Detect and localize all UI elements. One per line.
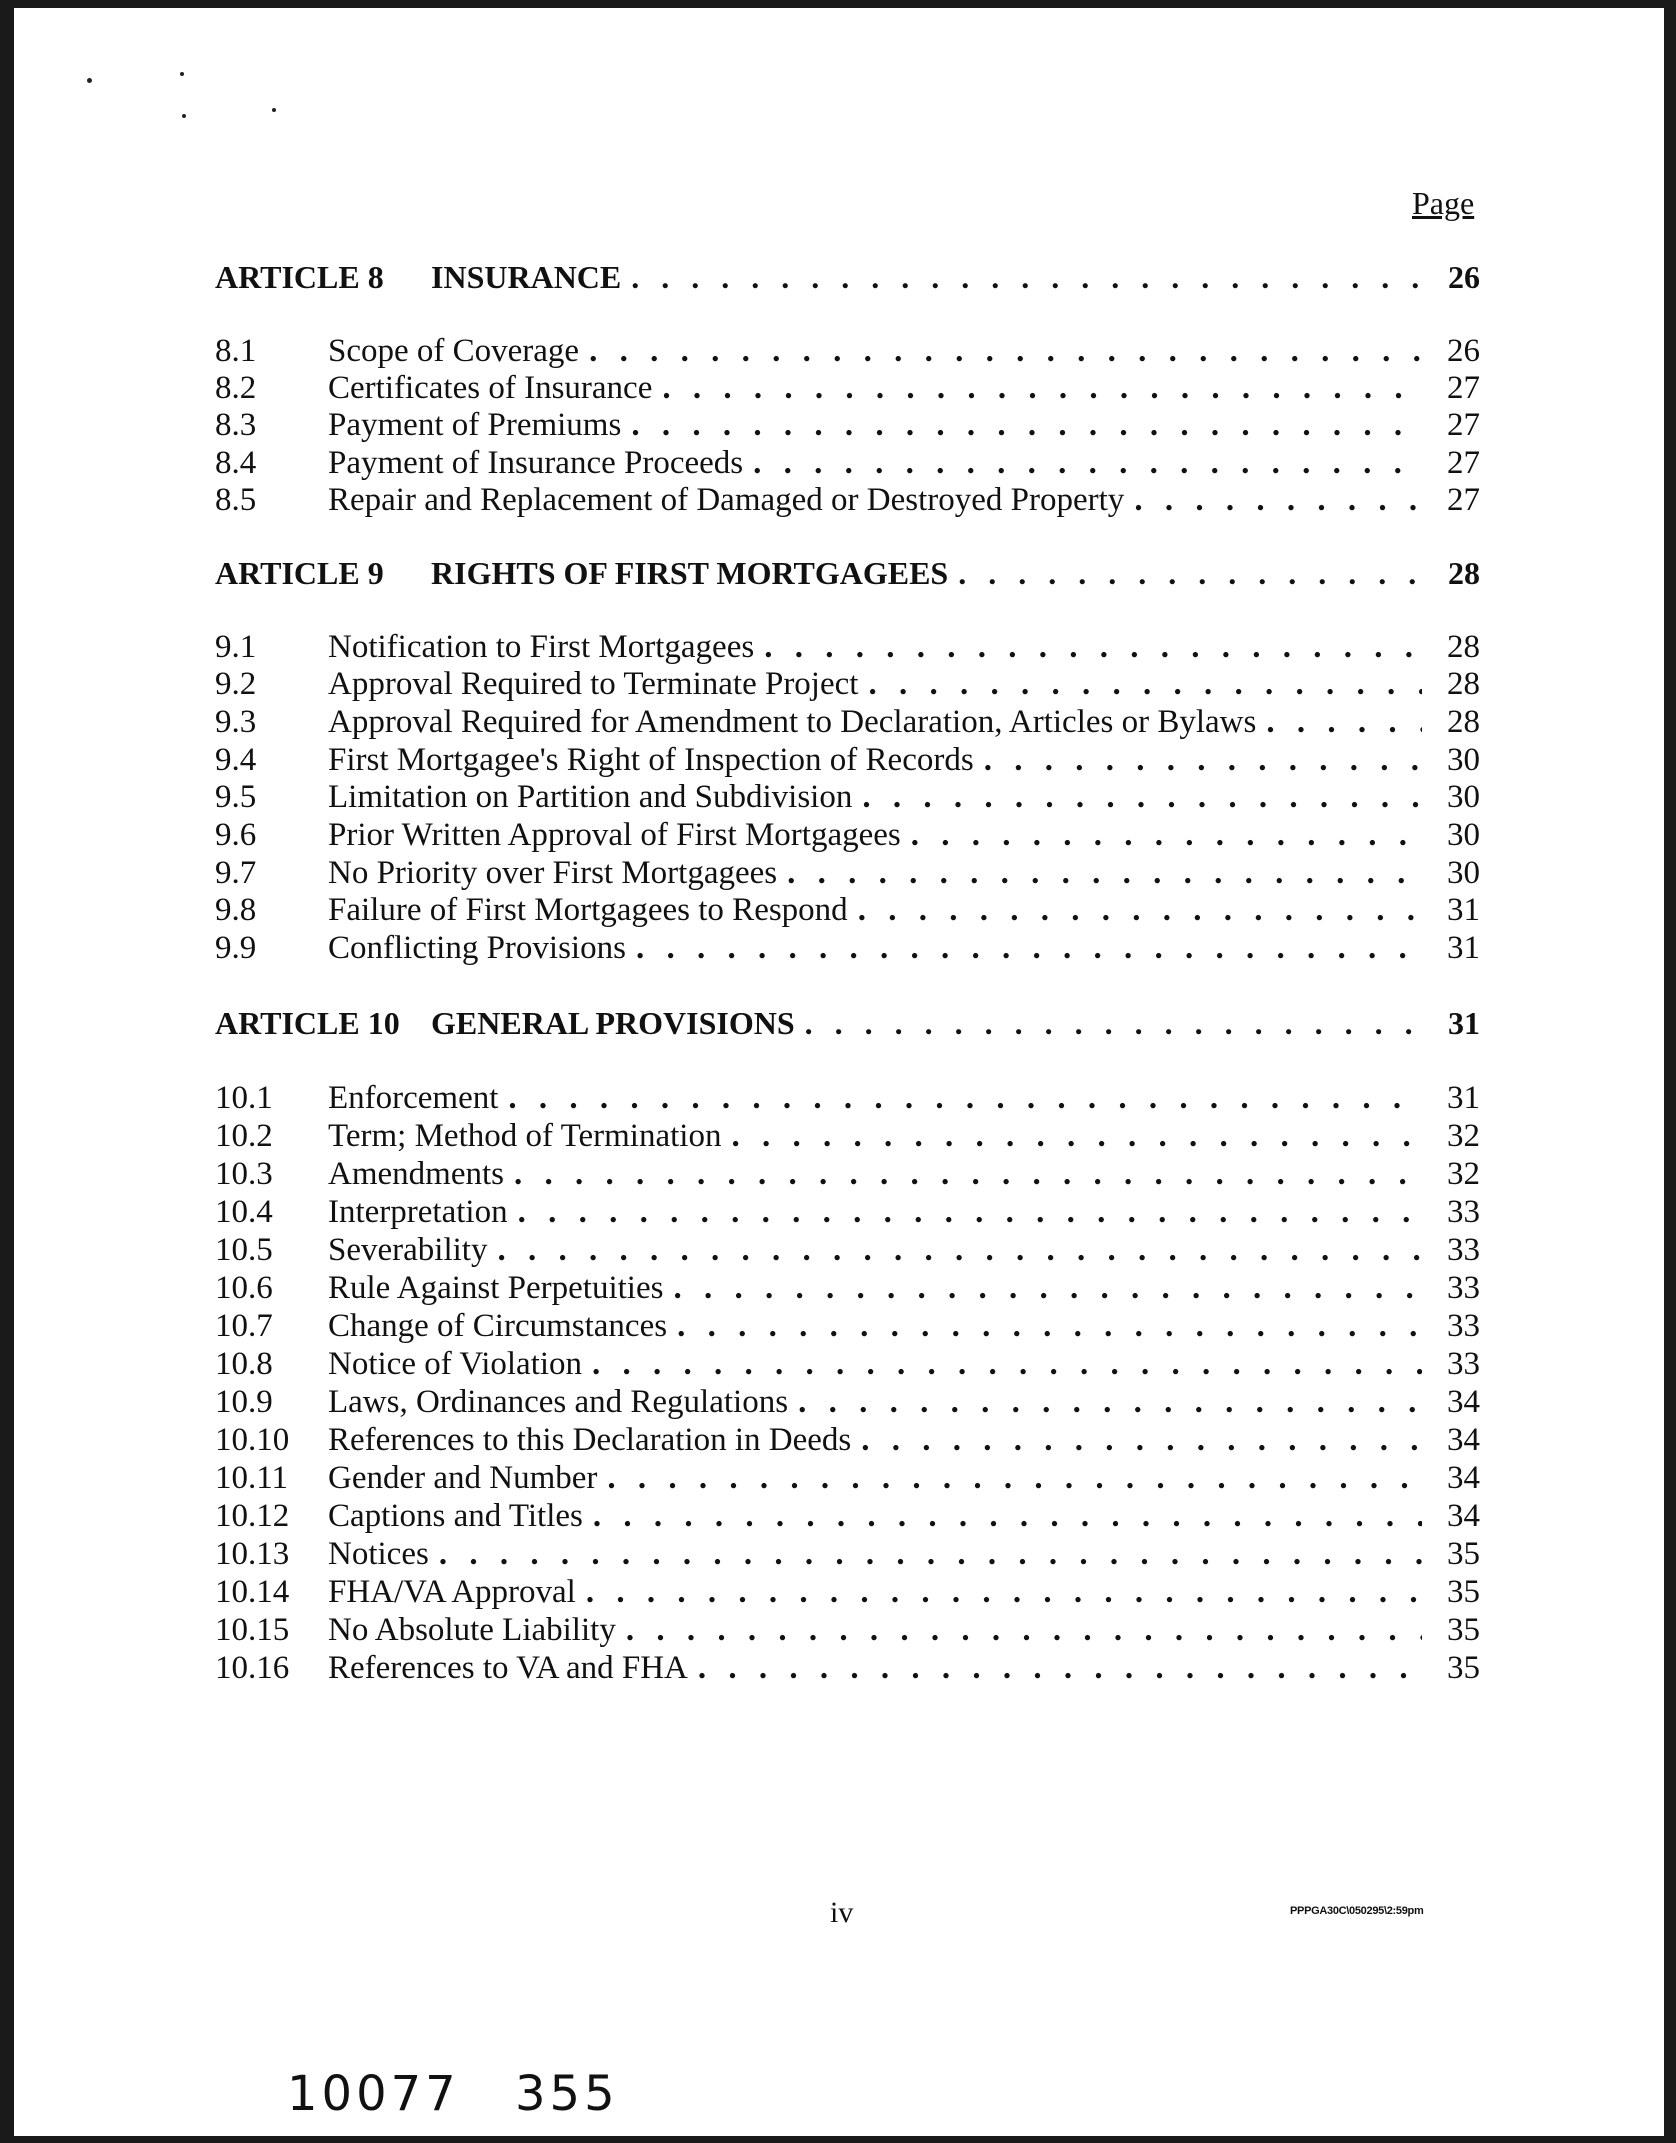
page-number: 30 — [1447, 742, 1480, 778]
page-number: 27 — [1447, 482, 1480, 518]
footer-page-number: iv — [830, 1896, 854, 1929]
section-number: 10.6 — [215, 1270, 273, 1306]
section-number: 10.4 — [215, 1194, 273, 1230]
page-number: 33 — [1447, 1346, 1480, 1382]
section-title: Notices — [328, 1536, 429, 1572]
toc-item-row[interactable] — [215, 740, 1480, 780]
section-title: Interpretation — [328, 1194, 508, 1230]
page-number: 32 — [1447, 1118, 1480, 1154]
page-number: 30 — [1447, 779, 1480, 815]
page-number: 34 — [1447, 1460, 1480, 1496]
section-number: 10.2 — [215, 1118, 273, 1154]
toc-item-row[interactable] — [215, 405, 1480, 445]
dot-leader — [798, 1382, 1422, 1422]
page-number: 35 — [1447, 1574, 1480, 1610]
section-number: 9.7 — [215, 855, 257, 891]
toc-item-row[interactable] — [215, 331, 1480, 371]
page-number: 33 — [1447, 1270, 1480, 1306]
page-number: 33 — [1447, 1308, 1480, 1344]
section-number: 10.11 — [215, 1460, 289, 1496]
article-title: RIGHTS OF FIRST MORTGAGEES — [431, 555, 949, 591]
page-number: 31 — [1448, 1005, 1480, 1041]
dot-leader — [631, 257, 1422, 297]
section-number: 9.6 — [215, 817, 257, 853]
section-title: Notification to First Mortgagees — [328, 629, 755, 665]
toc-item-row[interactable] — [215, 777, 1480, 817]
dot-leader — [753, 443, 1422, 483]
toc-item-row[interactable] — [215, 664, 1480, 704]
dot-leader — [861, 1420, 1422, 1460]
toc-item-row[interactable] — [215, 627, 1480, 667]
section-title: Approval Required for Amendment to Declaration, Articles or Bylaws — [328, 704, 1257, 740]
dot-leader — [593, 1496, 1422, 1536]
dot-leader — [439, 1534, 1422, 1574]
dot-leader — [868, 664, 1422, 704]
toc-item-row[interactable] — [215, 1078, 1480, 1118]
dot-leader — [586, 1572, 1422, 1612]
section-title: Rule Against Perpetuities — [328, 1270, 664, 1306]
section-number: 9.8 — [215, 892, 257, 928]
toc-article-row[interactable] — [215, 553, 1480, 593]
section-number: 9.3 — [215, 704, 257, 740]
dot-leader — [677, 1306, 1422, 1346]
toc-item-row[interactable] — [215, 1458, 1480, 1498]
dot-leader — [589, 331, 1422, 371]
page-number: 27 — [1447, 370, 1480, 406]
toc-item-row[interactable] — [215, 1268, 1480, 1308]
section-number: 8.2 — [215, 370, 257, 406]
toc-article-row[interactable] — [215, 1003, 1480, 1043]
section-title: Laws, Ordinances and Regulations — [328, 1384, 789, 1420]
section-number: 10.10 — [215, 1422, 290, 1458]
page-number: 32 — [1447, 1156, 1480, 1192]
dot-leader — [508, 1078, 1422, 1118]
dot-leader — [518, 1192, 1422, 1232]
section-title: FHA/VA Approval — [328, 1574, 576, 1610]
section-number: 9.9 — [215, 930, 257, 966]
page-number: 31 — [1447, 1080, 1480, 1116]
page-number: 28 — [1448, 555, 1480, 591]
toc-item-row[interactable] — [215, 1648, 1480, 1688]
footer-file-code: PPPGA30C\050295\2:59pm — [1290, 1905, 1424, 1917]
section-number: 10.14 — [215, 1574, 290, 1610]
toc-item-row[interactable] — [215, 368, 1480, 408]
section-title: Gender and Number — [328, 1460, 598, 1496]
section-number: 10.12 — [215, 1498, 290, 1534]
section-title: Enforcement — [328, 1080, 499, 1116]
section-title: Captions and Titles — [328, 1498, 583, 1534]
section-title: Failure of First Mortgagees to Respond — [328, 892, 848, 928]
page-number: 31 — [1447, 892, 1480, 928]
section-title: Change of Circumstances — [328, 1308, 668, 1344]
page-number: 30 — [1447, 855, 1480, 891]
section-number: 10.15 — [215, 1612, 290, 1648]
toc-item-row[interactable] — [215, 1230, 1480, 1270]
dot-leader — [731, 1116, 1422, 1156]
toc-article-row[interactable] — [215, 257, 1480, 297]
toc-item-row[interactable] — [215, 1534, 1480, 1574]
toc-item-row[interactable] — [215, 1496, 1480, 1536]
page-number: 31 — [1447, 930, 1480, 966]
dot-leader — [497, 1230, 1422, 1270]
page-number: 28 — [1447, 629, 1480, 665]
toc-item-row[interactable] — [215, 443, 1480, 483]
article-title: INSURANCE — [431, 259, 622, 295]
section-number: 10.8 — [215, 1346, 273, 1382]
toc-item-row[interactable] — [215, 853, 1480, 893]
dot-leader — [911, 815, 1422, 855]
dot-leader — [698, 1648, 1422, 1688]
page-number: 30 — [1447, 817, 1480, 853]
dot-leader — [1266, 702, 1422, 742]
dot-leader — [862, 777, 1422, 817]
article-label: ARTICLE 10 — [215, 1005, 400, 1041]
toc-item-row[interactable] — [215, 1344, 1480, 1384]
section-title: Notice of Violation — [328, 1346, 583, 1382]
dot-leader — [626, 1610, 1422, 1650]
section-number: 10.16 — [215, 1650, 290, 1686]
page-number: 34 — [1447, 1384, 1480, 1420]
toc-item-row[interactable] — [215, 1420, 1480, 1460]
page-number: 33 — [1447, 1232, 1480, 1268]
toc-item-row[interactable] — [215, 702, 1480, 742]
page-number: 27 — [1447, 445, 1480, 481]
toc-item-row[interactable] — [215, 928, 1480, 968]
section-number: 8.1 — [215, 333, 257, 369]
article-label: ARTICLE 8 — [215, 259, 384, 295]
section-title: Approval Required to Terminate Project — [328, 666, 859, 702]
section-number: 8.5 — [215, 482, 257, 518]
dot-leader — [787, 853, 1422, 893]
dot-leader — [514, 1154, 1422, 1194]
dot-leader — [673, 1268, 1422, 1308]
section-number: 8.4 — [215, 445, 257, 481]
section-title: Payment of Insurance Proceeds — [328, 445, 744, 481]
section-title: No Priority over First Mortgagees — [328, 855, 778, 891]
page-number: 34 — [1447, 1498, 1480, 1534]
section-number: 10.3 — [215, 1156, 273, 1192]
dot-leader — [858, 890, 1422, 930]
page-number: 26 — [1447, 333, 1480, 369]
section-title: Payment of Premiums — [328, 407, 622, 443]
toc-item-row[interactable] — [215, 1192, 1480, 1232]
section-number: 8.3 — [215, 407, 257, 443]
dot-leader — [984, 740, 1422, 780]
section-number: 10.9 — [215, 1384, 273, 1420]
toc-item-row[interactable] — [215, 1382, 1480, 1422]
page-number: 28 — [1447, 704, 1480, 740]
dot-leader — [958, 553, 1422, 593]
dot-leader — [631, 405, 1422, 445]
page-number: 35 — [1447, 1612, 1480, 1648]
article-title: GENERAL PROVISIONS — [431, 1005, 795, 1041]
page-number: 26 — [1448, 259, 1480, 295]
page-number: 35 — [1447, 1536, 1480, 1572]
section-number: 10.13 — [215, 1536, 290, 1572]
dot-leader — [636, 928, 1422, 968]
section-title: Severability — [328, 1232, 488, 1268]
section-title: References to VA and FHA — [328, 1650, 688, 1686]
toc-item-row[interactable] — [215, 1610, 1480, 1650]
stamp-number-right: 355 — [515, 2066, 619, 2122]
stamp-number-left: 10077 — [287, 2066, 460, 2122]
section-number: 10.7 — [215, 1308, 273, 1344]
section-title: Scope of Coverage — [328, 333, 580, 369]
section-number: 9.1 — [215, 629, 257, 665]
toc-item-row[interactable] — [215, 480, 1480, 520]
dot-leader — [607, 1458, 1422, 1498]
page-number: 33 — [1447, 1194, 1480, 1230]
section-title: Term; Method of Termination — [328, 1118, 722, 1154]
section-title: Conflicting Provisions — [328, 930, 626, 966]
dot-leader — [805, 1003, 1422, 1043]
section-number: 9.5 — [215, 779, 257, 815]
toc-item-row[interactable] — [215, 1154, 1480, 1194]
toc-item-row[interactable] — [215, 890, 1480, 930]
section-number: 10.1 — [215, 1080, 273, 1116]
section-title: Repair and Replacement of Damaged or Destroyed Property — [328, 482, 1125, 518]
toc-item-row[interactable] — [215, 1116, 1480, 1156]
section-title: Prior Written Approval of First Mortgagees — [328, 817, 901, 853]
article-label: ARTICLE 9 — [215, 555, 384, 591]
toc-item-row[interactable] — [215, 1306, 1480, 1346]
section-title: Amendments — [328, 1156, 504, 1192]
section-number: 9.2 — [215, 666, 257, 702]
dot-leader — [592, 1344, 1422, 1384]
page-number: 27 — [1447, 407, 1480, 443]
section-title: First Mortgagee's Right of Inspection of Records — [328, 742, 974, 778]
dot-leader — [662, 368, 1422, 408]
section-title: Limitation on Partition and Subdivision — [328, 779, 853, 815]
section-number: 9.4 — [215, 742, 257, 778]
section-title: No Absolute Liability — [328, 1612, 616, 1648]
section-title: Certificates of Insurance — [328, 370, 653, 406]
dot-leader — [1134, 480, 1422, 520]
section-title: References to this Declaration in Deeds — [328, 1422, 852, 1458]
page-number: 34 — [1447, 1422, 1480, 1458]
page-column-header: Page — [1412, 185, 1475, 221]
dot-leader — [764, 627, 1422, 667]
page-number: 35 — [1447, 1650, 1480, 1686]
toc-item-row[interactable] — [215, 1572, 1480, 1612]
section-number: 10.5 — [215, 1232, 273, 1268]
toc-item-row[interactable] — [215, 815, 1480, 855]
page-number: 28 — [1447, 666, 1480, 702]
